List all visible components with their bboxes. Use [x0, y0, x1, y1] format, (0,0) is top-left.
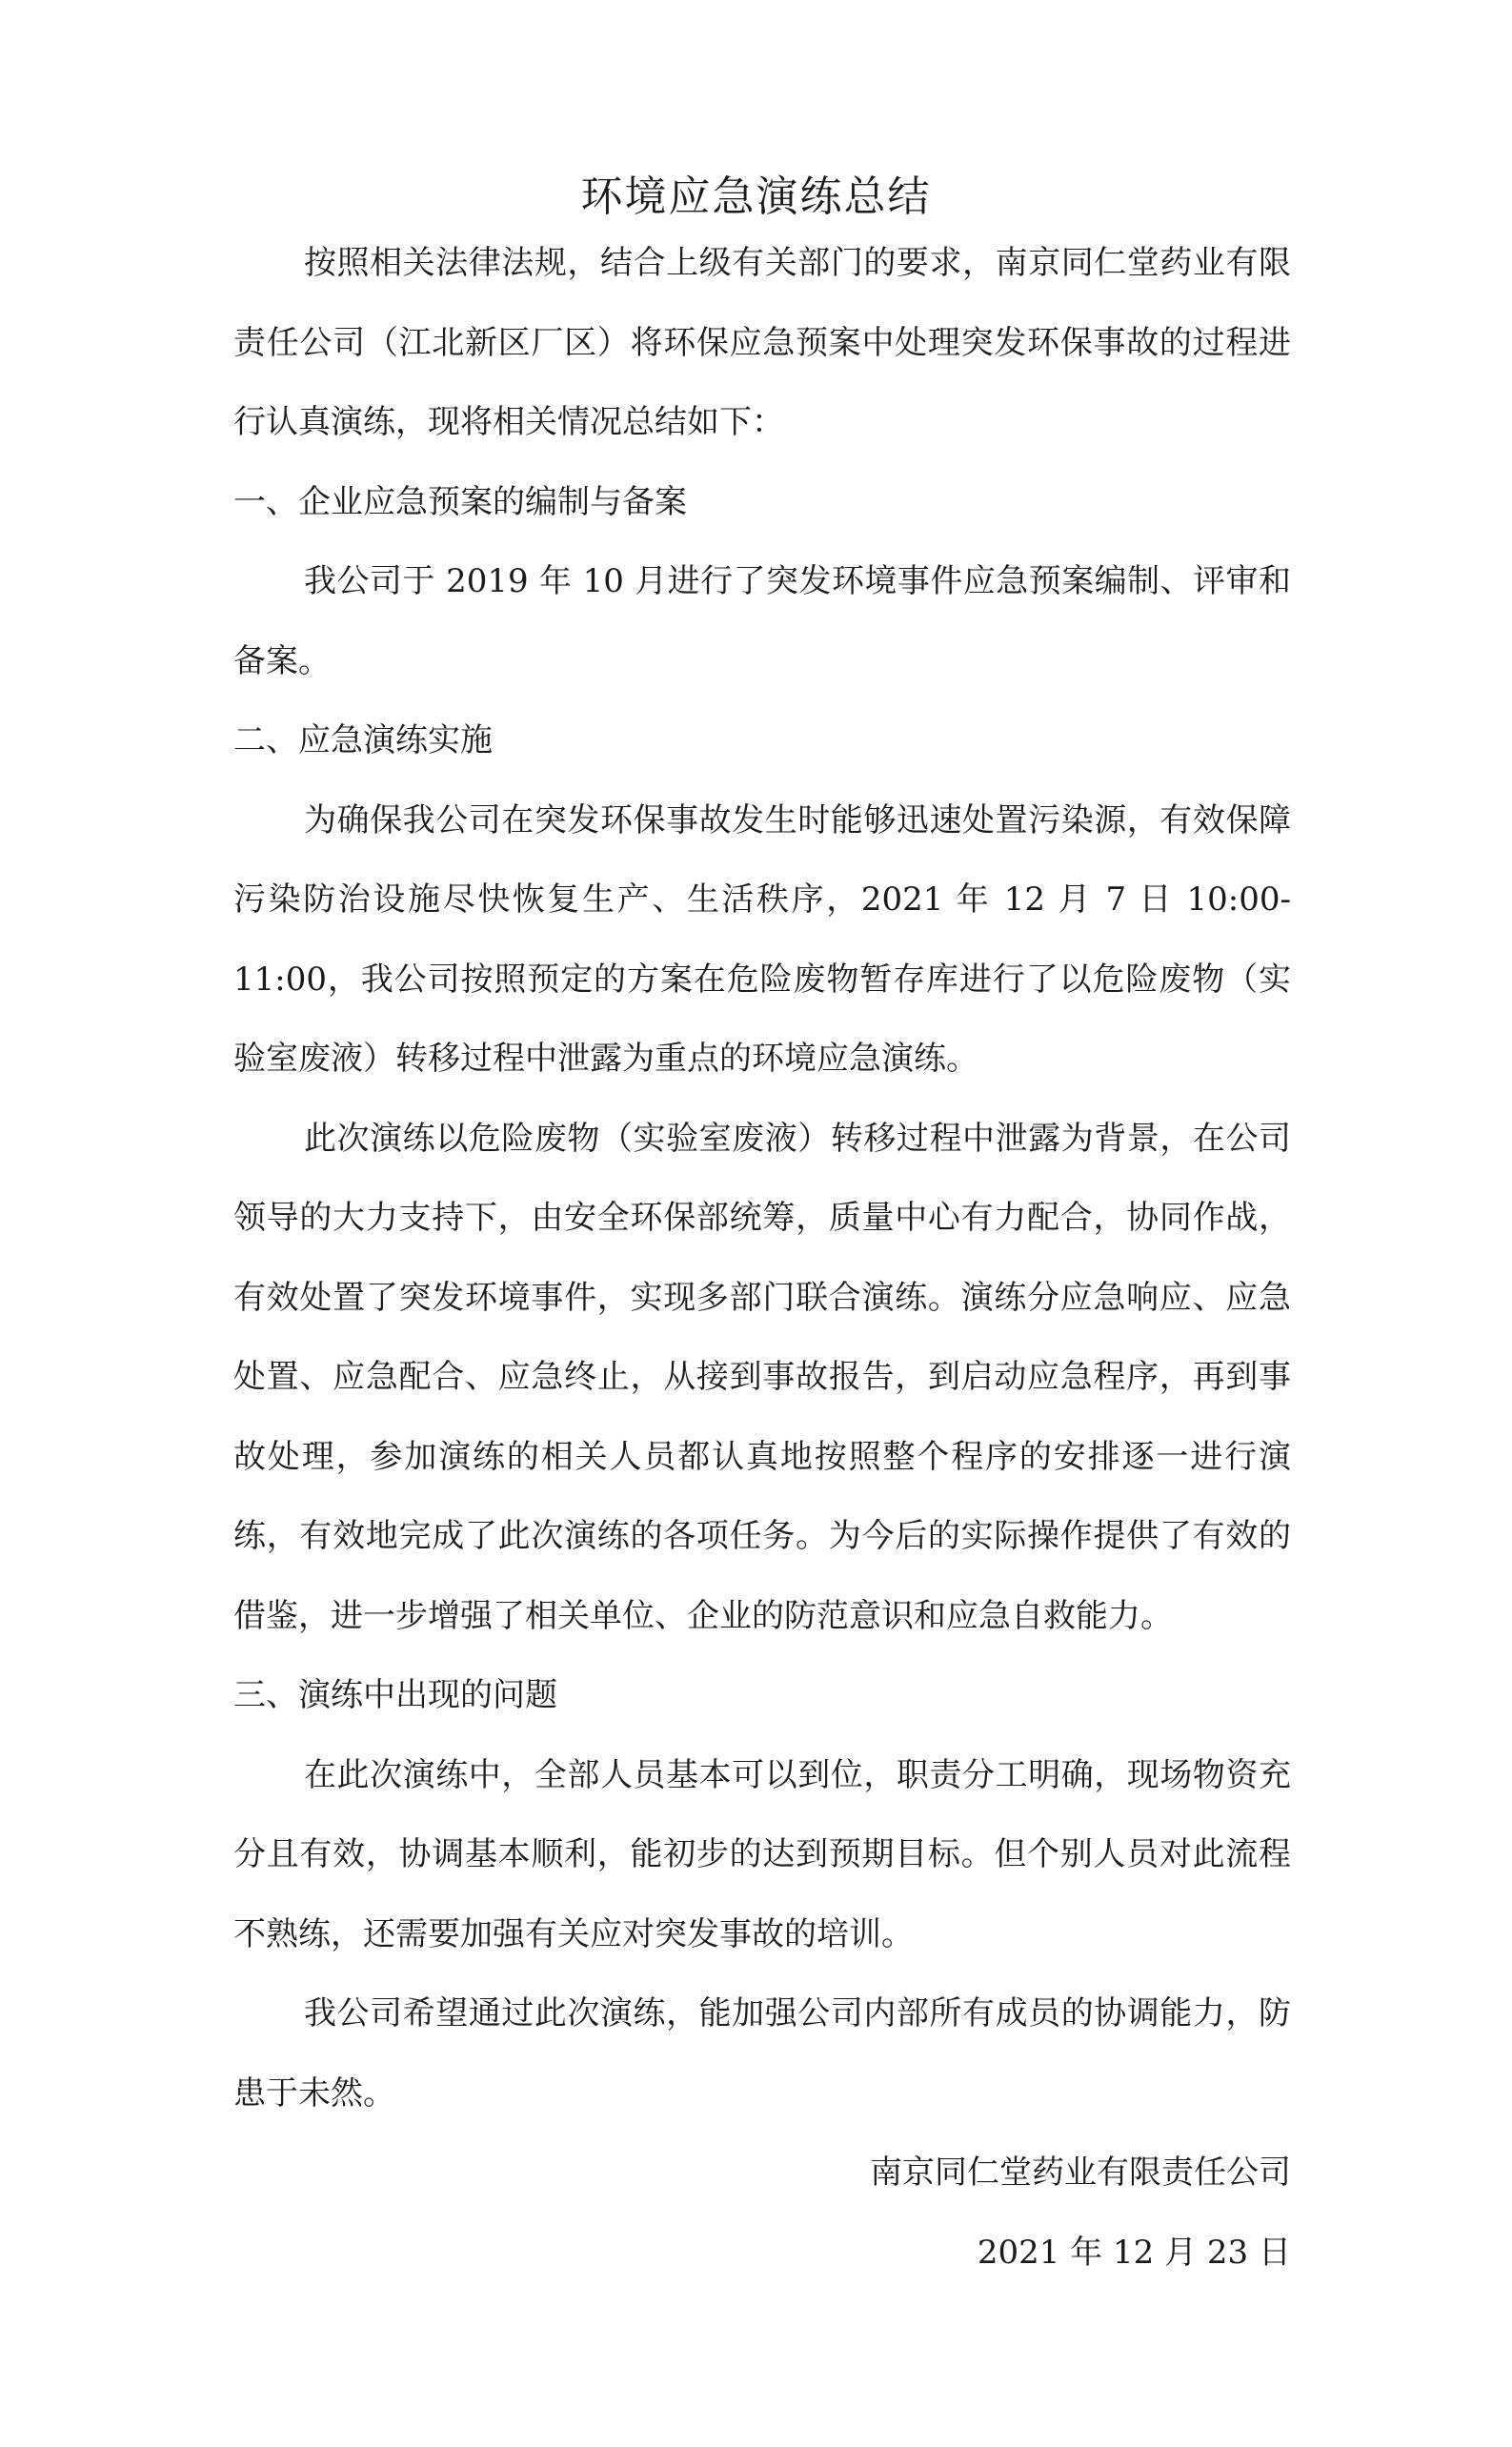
- intro-paragraph: 按照相关法律法规，结合上级有关部门的要求，南京同仁堂药业有限责任公司（江北新区厂区）将环保应急预案中处理突发环保事故的过程进行认真演练，现将相关情况总结如下：: [233, 244, 1291, 441]
- section-2-heading: 二、应急演练实施: [233, 721, 493, 759]
- section-3-heading: 三、演练中出现的问题: [233, 1676, 557, 1714]
- section-1-paragraph: 我公司于 2019 年 10 月进行了突发环境事件应急预案编制、评审和备案。: [233, 562, 1291, 680]
- signature-date: 2021 年 12 月 23 日: [977, 2233, 1291, 2272]
- section-2-paragraph-1: 为确保我公司在突发环保事故发生时能够迅速处置污染源，有效保障污染防治设施尽快恢复生产、生活秩序，2021 年 12 月 7 日 10:00-11:00，我公司按照预定的方案在危险废物暂存库进行了以危险废物（实验室废液）转移过程中泄露为重点的环境应急演练。: [233, 800, 1291, 1078]
- signature-company: 南京同仁堂药业有限责任公司: [870, 2154, 1291, 2192]
- section-2-paragraph-2: 此次演练以危险废物（实验室废液）转移过程中泄露为背景，在公司领导的大力支持下，由安全环保部统筹，质量中心有力配合，协同作战，有效处置了突发环境事件，实现多部门联合演练。演练分应急响应、应急处置、应急配合、应急终止，从接到事故报告，到启动应急程序，再到事故处理，参加演练的相关人员都认真地按照整个程序的安排逐一进行演练，有效地完成了此次演练的各项任务。为今后的实际操作提供了有效的借鉴，进一步增强了相关单位、企业的防范意识和应急自救能力。: [233, 1119, 1291, 1635]
- document-title: 环境应急演练总结: [580, 172, 932, 222]
- section-3-paragraph-1: 在此次演练中，全部人员基本可以到位，职责分工明确，现场物资充分且有效，协调基本顺利，能初步的达到预期目标。但个别人员对此流程不熟练，还需要加强有关应对突发事故的培训。: [233, 1755, 1291, 1953]
- section-3-paragraph-2: 我公司希望通过此次演练，能加强公司内部所有成员的协调能力，防患于未然。: [233, 1994, 1291, 2113]
- section-1-heading: 一、企业应急预案的编制与备案: [233, 482, 687, 521]
- document-body: [233, 224, 1291, 2293]
